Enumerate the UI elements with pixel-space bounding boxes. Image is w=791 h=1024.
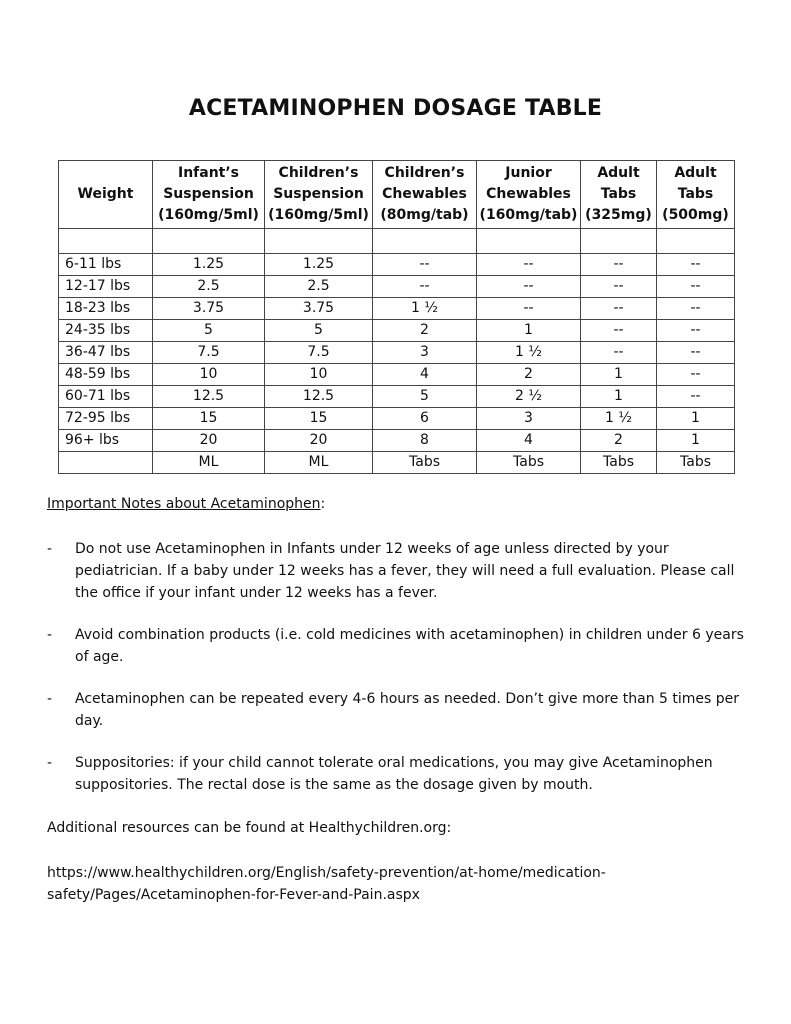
dose-cell: 3.75 bbox=[265, 298, 373, 320]
note-text: Do not use Acetaminophen in Infants under 12 weeks of age unless directed by your pediatrician. If a baby under 12 weeks has a fever, they will need a full evaluation. Please call the office if your infant under 12 weeks has a fever. bbox=[75, 541, 735, 601]
dose-cell: 1 ½ bbox=[581, 408, 657, 430]
dose-cell: 15 bbox=[153, 408, 265, 430]
header-junior-chewables: Junior Chewables (160mg/tab) bbox=[477, 161, 581, 229]
note-text: Suppositories: if your child cannot tolerate oral medications, you may give Acetaminophen suppositories. The rectal dose is the same as the dosage given by mouth. bbox=[75, 755, 713, 793]
table-row bbox=[59, 364, 735, 386]
dose-cell: 2 bbox=[477, 364, 581, 386]
dose-cell: 4 bbox=[373, 364, 477, 386]
bullet-dash: - bbox=[47, 627, 53, 643]
dose-cell: 12.5 bbox=[153, 386, 265, 408]
dose-cell: 4 bbox=[477, 430, 581, 452]
dose-cell: Tabs bbox=[657, 452, 735, 474]
dose-cell: 3 bbox=[373, 342, 477, 364]
weight-cell: 24-35 lbs bbox=[59, 320, 153, 342]
dose-cell: 1.25 bbox=[265, 254, 373, 276]
note-item bbox=[47, 752, 747, 796]
dose-cell: -- bbox=[657, 342, 735, 364]
bullet-dash: - bbox=[47, 755, 53, 771]
dosage-table bbox=[58, 160, 735, 474]
dose-cell: -- bbox=[477, 298, 581, 320]
dose-cell: 1 bbox=[581, 364, 657, 386]
table-spacer-row bbox=[59, 229, 735, 254]
header-adult-tabs-325: Adult Tabs (325mg) bbox=[581, 161, 657, 229]
note-text: Avoid combination products (i.e. cold medicines with acetaminophen) in children under 6 years of age. bbox=[75, 627, 744, 665]
dose-cell: 2 bbox=[581, 430, 657, 452]
table-row bbox=[59, 298, 735, 320]
notes-list bbox=[47, 538, 747, 816]
resources-url[interactable]: https://www.healthychildren.org/English/safety-prevention/at-home/medication-safety/Pages/Acetaminophen-for-Fever-and-Pain.aspx bbox=[47, 865, 606, 903]
dose-cell: 5 bbox=[153, 320, 265, 342]
dose-cell: 10 bbox=[153, 364, 265, 386]
weight-cell: 12-17 lbs bbox=[59, 276, 153, 298]
dose-cell: 20 bbox=[153, 430, 265, 452]
weight-cell: 18-23 lbs bbox=[59, 298, 153, 320]
note-item bbox=[47, 538, 747, 604]
dose-cell: -- bbox=[657, 320, 735, 342]
dose-cell: 2 ½ bbox=[477, 386, 581, 408]
dose-cell: -- bbox=[581, 298, 657, 320]
table-row bbox=[59, 254, 735, 276]
dose-cell: 3.75 bbox=[153, 298, 265, 320]
dose-cell: -- bbox=[657, 276, 735, 298]
dose-cell: 2.5 bbox=[153, 276, 265, 298]
table-row bbox=[59, 430, 735, 452]
header-adult-tabs-500: Adult Tabs (500mg) bbox=[657, 161, 735, 229]
dose-cell: 15 bbox=[265, 408, 373, 430]
dose-cell: -- bbox=[657, 364, 735, 386]
bullet-dash: - bbox=[47, 541, 53, 557]
table-row bbox=[59, 386, 735, 408]
table-header-row bbox=[59, 161, 735, 229]
weight-cell: 6-11 lbs bbox=[59, 254, 153, 276]
dose-cell: -- bbox=[581, 276, 657, 298]
dose-cell: 1 bbox=[657, 408, 735, 430]
dose-cell: -- bbox=[657, 254, 735, 276]
table-row bbox=[59, 276, 735, 298]
header-childrens-chewables: Children’s Chewables (80mg/tab) bbox=[373, 161, 477, 229]
weight-cell: 72-95 lbs bbox=[59, 408, 153, 430]
dose-cell: -- bbox=[657, 386, 735, 408]
dose-cell: -- bbox=[581, 342, 657, 364]
dose-cell: 6 bbox=[373, 408, 477, 430]
dose-cell: -- bbox=[657, 298, 735, 320]
dose-cell: ML bbox=[153, 452, 265, 474]
dose-cell: 12.5 bbox=[265, 386, 373, 408]
weight-cell: 96+ lbs bbox=[59, 430, 153, 452]
page-title: ACETAMINOPHEN DOSAGE TABLE bbox=[188, 96, 603, 121]
dose-cell: -- bbox=[373, 254, 477, 276]
dose-cell: 2.5 bbox=[265, 276, 373, 298]
dose-cell: 1 bbox=[657, 430, 735, 452]
bullet-dash: - bbox=[47, 691, 53, 707]
dose-cell: 1 ½ bbox=[373, 298, 477, 320]
dose-cell: ML bbox=[265, 452, 373, 474]
dose-cell: 7.5 bbox=[153, 342, 265, 364]
dose-cell: 1 bbox=[581, 386, 657, 408]
weight-cell: 48-59 lbs bbox=[59, 364, 153, 386]
dose-cell: 1 bbox=[477, 320, 581, 342]
dose-cell: 5 bbox=[373, 386, 477, 408]
dose-cell: -- bbox=[477, 276, 581, 298]
dose-cell: Tabs bbox=[477, 452, 581, 474]
notes-heading: Important Notes about Acetaminophen: bbox=[47, 496, 326, 512]
note-item bbox=[47, 688, 747, 732]
dose-cell: 10 bbox=[265, 364, 373, 386]
units-row bbox=[59, 452, 735, 474]
dose-cell: 5 bbox=[265, 320, 373, 342]
dose-cell: 7.5 bbox=[265, 342, 373, 364]
dose-cell: -- bbox=[373, 276, 477, 298]
note-text: Acetaminophen can be repeated every 4-6 hours as needed. Don’t give more than 5 times per day. bbox=[75, 691, 740, 729]
header-weight: Weight bbox=[59, 161, 153, 229]
dose-cell: 20 bbox=[265, 430, 373, 452]
weight-cell bbox=[59, 452, 153, 474]
dose-cell: -- bbox=[581, 254, 657, 276]
table-row bbox=[59, 408, 735, 430]
dose-cell: 8 bbox=[373, 430, 477, 452]
dose-cell: Tabs bbox=[373, 452, 477, 474]
resources-text: Additional resources can be found at Healthychildren.org: bbox=[47, 820, 452, 836]
dose-cell: 3 bbox=[477, 408, 581, 430]
dose-cell: 1.25 bbox=[153, 254, 265, 276]
dose-cell: 2 bbox=[373, 320, 477, 342]
dose-cell: -- bbox=[581, 320, 657, 342]
header-infants-suspension: Infant’s Suspension (160mg/5ml) bbox=[153, 161, 265, 229]
dose-cell: 1 ½ bbox=[477, 342, 581, 364]
weight-cell: 60-71 lbs bbox=[59, 386, 153, 408]
dose-cell: -- bbox=[477, 254, 581, 276]
note-item bbox=[47, 624, 747, 668]
dose-cell: Tabs bbox=[581, 452, 657, 474]
header-childrens-suspension: Children’s Suspension (160mg/5ml) bbox=[265, 161, 373, 229]
table-row bbox=[59, 320, 735, 342]
table-row bbox=[59, 342, 735, 364]
weight-cell: 36-47 lbs bbox=[59, 342, 153, 364]
